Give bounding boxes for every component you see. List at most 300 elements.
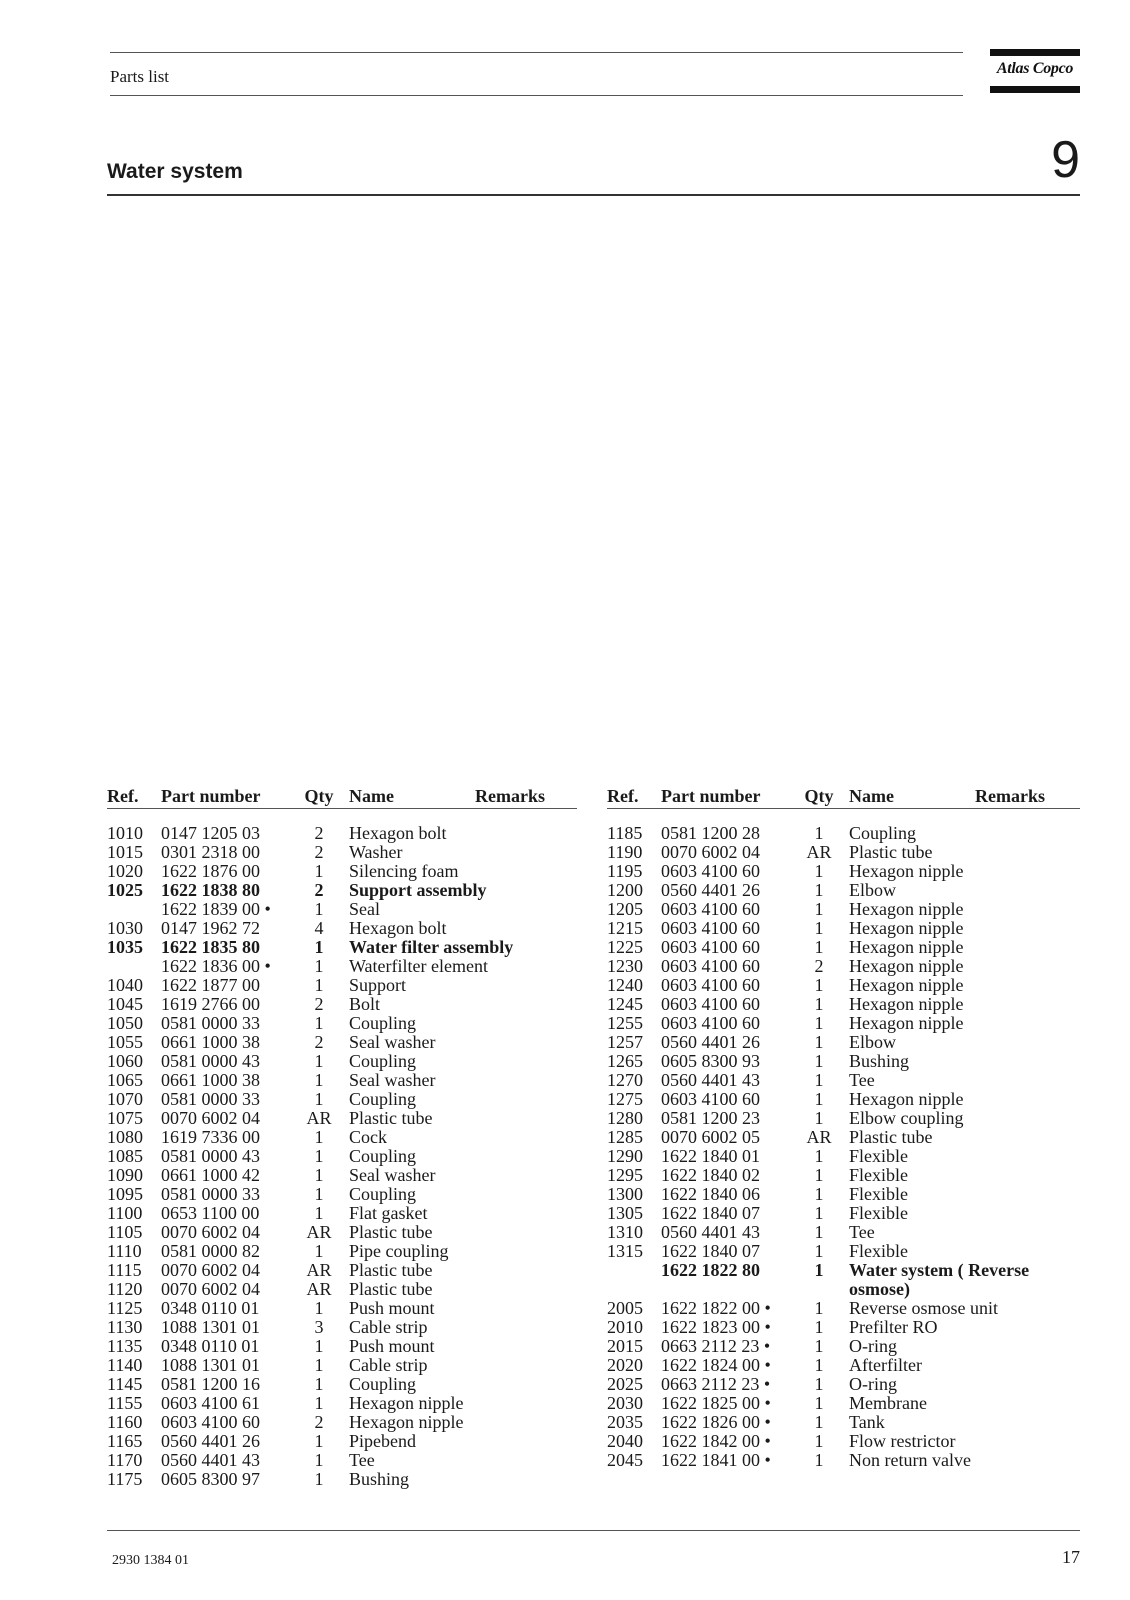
table-row: [607, 995, 1080, 1014]
cell-qty: AR: [306, 1279, 332, 1299]
cell-name: Hexagon nipple: [849, 861, 964, 881]
cell-name: Elbow: [849, 880, 896, 900]
cell-qty: 1: [814, 1412, 824, 1432]
cell-qty: 2: [314, 842, 324, 862]
cell-name: Hexagon nipple: [349, 1393, 464, 1413]
table-row: [607, 1147, 1080, 1166]
table-row: [607, 1318, 1080, 1337]
cell-name: Hexagon nipple: [849, 1089, 964, 1109]
table-row: [107, 919, 577, 938]
cell-part-number: 1088 1301 01: [161, 1355, 260, 1375]
cell-name: Elbow coupling: [849, 1108, 964, 1128]
cell-qty: 1: [814, 1260, 824, 1280]
cell-qty: 1: [814, 1374, 824, 1394]
cell-part-number: 0653 1100 00: [161, 1203, 260, 1223]
cell-part-number: 0603 4100 60: [661, 1013, 760, 1033]
table-row: [107, 1033, 577, 1052]
cell-ref: 1090: [107, 1165, 143, 1185]
col-name: Name: [849, 786, 894, 806]
table-row: [607, 1451, 1080, 1470]
cell-ref: 1080: [107, 1127, 143, 1147]
table-row: [607, 1413, 1080, 1432]
cell-ref: 1135: [107, 1336, 143, 1356]
table-body: [607, 824, 1080, 1470]
cell-name: O-ring: [849, 1374, 897, 1394]
cell-part-number: 0603 4100 60: [661, 956, 760, 976]
cell-part-number: 0560 4401 43: [161, 1450, 260, 1470]
cell-ref: 1190: [607, 842, 643, 862]
cell-qty: 2: [314, 1032, 324, 1052]
cell-ref: 1050: [107, 1013, 143, 1033]
cell-part-number: 0301 2318 00: [161, 842, 260, 862]
cell-ref: 1195: [607, 861, 643, 881]
table-row: [107, 1090, 577, 1109]
cell-part-number: 0605 8300 93: [661, 1051, 760, 1071]
cell-part-number: 1622 1840 02: [661, 1165, 760, 1185]
cell-ref: 2035: [607, 1412, 643, 1432]
cell-ref: 2015: [607, 1336, 643, 1356]
cell-ref: 1040: [107, 975, 143, 995]
cell-qty: 1: [314, 1393, 324, 1413]
table-row: [607, 1014, 1080, 1033]
cell-part-number: 0560 4401 43: [661, 1222, 760, 1242]
cell-qty: 1: [814, 1051, 824, 1071]
cell-qty: 1: [814, 994, 824, 1014]
cell-name: Cock: [349, 1127, 387, 1147]
cell-name: Plastic tube: [349, 1108, 433, 1128]
cell-qty: 1: [814, 1108, 824, 1128]
table-row: [607, 1375, 1080, 1394]
cell-qty: 1: [814, 1222, 824, 1242]
col-remarks: Remarks: [475, 786, 545, 806]
cell-part-number: 1622 1836 00 •: [161, 956, 271, 976]
cell-name: Water system ( Reverse: [849, 1260, 1030, 1280]
cell-name: Hexagon nipple: [849, 994, 964, 1014]
cell-name: Coupling: [349, 1089, 417, 1109]
cell-part-number: 0070 6002 04: [661, 842, 760, 862]
cell-name: Hexagon bolt: [349, 918, 447, 938]
table-row: [107, 1223, 577, 1242]
cell-ref: 1115: [107, 1260, 142, 1280]
cell-name: Elbow: [849, 1032, 896, 1052]
table-row: [107, 1356, 577, 1375]
cell-name: Pipebend: [349, 1431, 416, 1451]
table-row: [107, 1185, 577, 1204]
cell-name: Hexagon nipple: [849, 956, 964, 976]
page-title: Water system: [107, 160, 243, 183]
cell-ref: 2040: [607, 1431, 643, 1451]
cell-ref: 1315: [607, 1241, 643, 1261]
cell-qty: 2: [814, 956, 824, 976]
cell-qty: 1: [814, 918, 824, 938]
cell-part-number: 1619 2766 00: [161, 994, 260, 1014]
cell-part-number: 1088 1301 01: [161, 1317, 260, 1337]
cell-qty: 1: [314, 1241, 324, 1261]
cell-qty: 1: [814, 1070, 824, 1090]
cell-name: Hexagon nipple: [849, 975, 964, 995]
cell-ref: 1280: [607, 1108, 643, 1128]
cell-qty: 1: [814, 1089, 824, 1109]
cell-name: Flexible: [849, 1241, 908, 1261]
cell-ref: 1100: [107, 1203, 143, 1223]
cell-part-number: 0603 4100 60: [661, 975, 760, 995]
cell-part-number: 0603 4100 60: [661, 1089, 760, 1109]
cell-qty: 3: [314, 1317, 324, 1337]
cell-qty: 1: [314, 975, 324, 995]
cell-qty: 1: [314, 1184, 324, 1204]
table-row: [607, 900, 1080, 919]
cell-name: Prefilter RO: [849, 1317, 938, 1337]
cell-part-number: 0560 4401 26: [161, 1431, 260, 1451]
table-row: [107, 862, 577, 881]
cell-part-number: 0661 1000 38: [161, 1070, 260, 1090]
cell-name: Flexible: [849, 1184, 908, 1204]
cell-ref: 1257: [607, 1032, 643, 1052]
cell-part-number: 1622 1824 00 •: [661, 1355, 771, 1375]
cell-qty: 1: [314, 937, 324, 957]
cell-qty: 1: [814, 975, 824, 995]
cell-name: Waterfilter element: [349, 956, 488, 976]
cell-part-number: 0603 4100 60: [161, 1412, 260, 1432]
table-row: [607, 957, 1080, 976]
table-body: [107, 824, 577, 1489]
table-row: [607, 1090, 1080, 1109]
cell-part-number: 0348 0110 01: [161, 1298, 260, 1318]
cell-part-number: 0603 4100 60: [661, 861, 760, 881]
cell-part-number: 1622 1838 80: [161, 880, 260, 900]
table-row: [107, 881, 577, 900]
cell-part-number: 1622 1823 00 •: [661, 1317, 771, 1337]
col-part-number: Part number: [161, 786, 261, 806]
col-qty: Qty: [804, 786, 834, 806]
cell-qty: 1: [814, 1336, 824, 1356]
cell-qty: 1: [814, 1032, 824, 1052]
table-row: [107, 1071, 577, 1090]
cell-name: Pipe coupling: [349, 1241, 449, 1261]
cell-part-number: 0560 4401 26: [661, 880, 760, 900]
table-row: [607, 938, 1080, 957]
cell-part-number: 0663 2112 23 •: [661, 1336, 771, 1356]
cell-ref: 1060: [107, 1051, 143, 1071]
cell-ref: 1295: [607, 1165, 643, 1185]
table-row: [107, 1242, 577, 1261]
cell-qty: 1: [814, 1431, 824, 1451]
cell-name: Seal washer: [349, 1070, 436, 1090]
cell-part-number: 1622 1839 00 •: [161, 899, 271, 919]
cell-part-number: 0661 1000 42: [161, 1165, 260, 1185]
table-header: [107, 786, 577, 809]
cell-name: Cable strip: [349, 1317, 428, 1337]
cell-name: Seal washer: [349, 1032, 436, 1052]
cell-part-number: 0581 0000 33: [161, 1184, 260, 1204]
cell-qty: 1: [814, 1203, 824, 1223]
cell-qty: 2: [314, 880, 324, 900]
table-row: [607, 1071, 1080, 1090]
table-row: [107, 1299, 577, 1318]
cell-name: Flow restrictor: [849, 1431, 956, 1451]
title-rule: [107, 194, 1080, 196]
cell-ref: 1030: [107, 918, 143, 938]
table-row: [107, 1394, 577, 1413]
cell-part-number: 1622 1842 00 •: [661, 1431, 771, 1451]
cell-part-number: 0661 1000 38: [161, 1032, 260, 1052]
table-row: [607, 976, 1080, 995]
cell-name: Coupling: [849, 823, 917, 843]
cell-part-number: 0070 6002 04: [161, 1108, 260, 1128]
cell-name: Plastic tube: [349, 1279, 433, 1299]
cell-ref: 2030: [607, 1393, 643, 1413]
cell-name: Hexagon nipple: [849, 899, 964, 919]
cell-name: Tank: [849, 1412, 885, 1432]
cell-part-number: 1622 1877 00: [161, 975, 260, 995]
cell-qty: 1: [814, 1317, 824, 1337]
cell-ref: 1120: [107, 1279, 143, 1299]
cell-name: Support assembly: [349, 880, 487, 900]
cell-qty: AR: [306, 1108, 332, 1128]
cell-qty: 1: [814, 1013, 824, 1033]
cell-ref: 1145: [107, 1374, 143, 1394]
cell-name: Seal washer: [349, 1165, 436, 1185]
cell-name: Hexagon nipple: [849, 937, 964, 957]
cell-qty: 1: [814, 823, 824, 843]
cell-qty: 1: [314, 1070, 324, 1090]
table-row: [107, 1318, 577, 1337]
cell-qty: 4: [314, 918, 324, 938]
cell-name: Coupling: [349, 1146, 417, 1166]
cell-ref: 1305: [607, 1203, 643, 1223]
table-row: [607, 1033, 1080, 1052]
cell-part-number: 0581 1200 16: [161, 1374, 260, 1394]
cell-qty: 1: [314, 1165, 324, 1185]
cell-ref: 1165: [107, 1431, 143, 1451]
cell-part-number: 1622 1840 07: [661, 1203, 760, 1223]
cell-part-number: 1622 1822 80: [661, 1260, 760, 1280]
table-row: [607, 1394, 1080, 1413]
cell-qty: 1: [814, 1241, 824, 1261]
table-row: [107, 1109, 577, 1128]
cell-part-number: 1622 1840 07: [661, 1241, 760, 1261]
table-row: [107, 1413, 577, 1432]
cell-ref: 1160: [107, 1412, 143, 1432]
table-row: [107, 1147, 577, 1166]
cell-part-number: 0147 1962 72: [161, 918, 260, 938]
cell-qty: 1: [314, 956, 324, 976]
cell-qty: 1: [314, 1146, 324, 1166]
cell-qty: 1: [314, 1051, 324, 1071]
cell-qty: 1: [314, 1431, 324, 1451]
cell-ref: 1125: [107, 1298, 143, 1318]
cell-qty: 1: [314, 861, 324, 881]
cell-name: Tee: [349, 1450, 375, 1470]
cell-part-number: 0348 0110 01: [161, 1336, 260, 1356]
cell-qty: 2: [314, 823, 324, 843]
brand-logo: [990, 49, 1080, 93]
cell-name: O-ring: [849, 1336, 897, 1356]
cell-part-number: 0070 6002 04: [161, 1279, 260, 1299]
footer-rule: [107, 1530, 1080, 1531]
cell-name: Bolt: [349, 994, 381, 1014]
logo-top-bar: [990, 49, 1080, 56]
cell-qty: 1: [314, 1298, 324, 1318]
cell-ref: 1265: [607, 1051, 643, 1071]
table-row: [607, 1166, 1080, 1185]
cell-qty: 1: [814, 1184, 824, 1204]
col-ref: Ref.: [607, 786, 639, 806]
cell-ref: 1025: [107, 880, 143, 900]
cell-part-number: 0605 8300 97: [161, 1469, 260, 1489]
col-ref: Ref.: [107, 786, 139, 806]
table-row: [607, 1204, 1080, 1223]
cell-name: Hexagon nipple: [849, 918, 964, 938]
cell-ref: 1200: [607, 880, 643, 900]
cell-ref: 1085: [107, 1146, 143, 1166]
col-part-number: Part number: [661, 786, 761, 806]
cell-part-number: 0603 4100 60: [661, 918, 760, 938]
table-row: [107, 1470, 577, 1489]
cell-name: Plastic tube: [349, 1222, 433, 1242]
cell-name: Plastic tube: [349, 1260, 433, 1280]
cell-qty: 1: [314, 1374, 324, 1394]
cell-ref: 1270: [607, 1070, 643, 1090]
cell-ref: 1310: [607, 1222, 643, 1242]
table-row: [107, 824, 577, 843]
cell-part-number: 0581 1200 28: [661, 823, 760, 843]
table-row: [607, 1052, 1080, 1071]
cell-name: Flat gasket: [349, 1203, 428, 1223]
header-section-label: Parts list: [110, 67, 170, 86]
table-row: [607, 1242, 1080, 1261]
col-qty: Qty: [304, 786, 334, 806]
table-row: [607, 1299, 1080, 1318]
cell-part-number: 0581 0000 43: [161, 1146, 260, 1166]
parts-table-right: [607, 786, 1080, 1470]
cell-qty: 1: [814, 861, 824, 881]
cell-part-number: 0581 1200 23: [661, 1108, 760, 1128]
cell-name: Tee: [849, 1222, 875, 1242]
cell-name: Tee: [849, 1070, 875, 1090]
cell-qty: 1: [814, 1298, 824, 1318]
cell-ref: 1205: [607, 899, 643, 919]
table-row: [607, 862, 1080, 881]
table-row: [107, 976, 577, 995]
table-row: [607, 1261, 1080, 1280]
cell-ref: 1245: [607, 994, 643, 1014]
cell-qty: 1: [314, 1089, 324, 1109]
cell-ref: 2020: [607, 1355, 643, 1375]
cell-name: Flexible: [849, 1165, 908, 1185]
cell-qty: 1: [814, 1146, 824, 1166]
cell-name: Non return valve: [849, 1450, 971, 1470]
col-remarks: Remarks: [975, 786, 1045, 806]
table-row: [607, 1280, 1080, 1299]
table-row: [607, 824, 1080, 843]
cell-qty: AR: [806, 842, 832, 862]
cell-ref: 1130: [107, 1317, 143, 1337]
cell-qty: 1: [814, 1165, 824, 1185]
cell-ref: 1035: [107, 937, 143, 957]
table-row: [107, 1052, 577, 1071]
cell-part-number: 1622 1835 80: [161, 937, 260, 957]
chapter-number: 9: [1051, 131, 1080, 189]
cell-name: Seal: [349, 899, 380, 919]
cell-ref: 2005: [607, 1298, 643, 1318]
header-bottom-rule: [110, 95, 963, 96]
cell-qty: 1: [814, 880, 824, 900]
cell-name: Push mount: [349, 1298, 435, 1318]
cell-part-number: 0147 1205 03: [161, 823, 260, 843]
parts-table-left: [107, 786, 577, 1489]
cell-name: Coupling: [349, 1374, 417, 1394]
cell-ref: 1020: [107, 861, 143, 881]
cell-qty: 1: [314, 1469, 324, 1489]
cell-ref: 2010: [607, 1317, 643, 1337]
cell-ref: 1045: [107, 994, 143, 1014]
cell-name: Water filter assembly: [349, 937, 514, 957]
cell-qty: 1: [814, 1355, 824, 1375]
cell-name: Hexagon nipple: [849, 1013, 964, 1033]
cell-ref: 1070: [107, 1089, 143, 1109]
cell-part-number: 1622 1841 00 •: [661, 1450, 771, 1470]
logo-wordmark: Atlas Copco: [996, 60, 1074, 77]
cell-qty: AR: [306, 1260, 332, 1280]
cell-name: Push mount: [349, 1336, 435, 1356]
cell-part-number: 1622 1826 00 •: [661, 1412, 771, 1432]
cell-qty: 1: [314, 1013, 324, 1033]
table-row: [607, 1337, 1080, 1356]
cell-ref: 2025: [607, 1374, 643, 1394]
cell-ref: 1075: [107, 1108, 143, 1128]
table-row: [107, 1432, 577, 1451]
table-row: [607, 843, 1080, 862]
cell-ref: 2045: [607, 1450, 643, 1470]
cell-part-number: 0560 4401 43: [661, 1070, 760, 1090]
cell-ref: 1095: [107, 1184, 143, 1204]
table-row: [107, 1204, 577, 1223]
cell-ref: 1155: [107, 1393, 143, 1413]
table-row: [107, 1451, 577, 1470]
table-row: [107, 995, 577, 1014]
cell-name: Reverse osmose unit: [849, 1298, 998, 1318]
cell-ref: 1230: [607, 956, 643, 976]
cell-qty: AR: [306, 1222, 332, 1242]
table-header: [607, 786, 1080, 809]
cell-ref: 1215: [607, 918, 643, 938]
table-row: [107, 1261, 577, 1280]
cell-ref: 1110: [107, 1241, 142, 1261]
table-row: [607, 1432, 1080, 1451]
col-name: Name: [349, 786, 394, 806]
cell-part-number: 1622 1822 00 •: [661, 1298, 771, 1318]
cell-part-number: 1622 1825 00 •: [661, 1393, 771, 1413]
cell-ref: 1170: [107, 1450, 143, 1470]
table-row: [107, 1014, 577, 1033]
cell-qty: 1: [814, 1393, 824, 1413]
cell-name: Plastic tube: [849, 1127, 933, 1147]
cell-part-number: 0070 6002 04: [161, 1222, 260, 1242]
cell-qty: 2: [314, 1412, 324, 1432]
table-row: [107, 1337, 577, 1356]
cell-ref: 1285: [607, 1127, 643, 1147]
table-row: [107, 938, 577, 957]
table-row: [607, 919, 1080, 938]
cell-name: Washer: [349, 842, 403, 862]
cell-name: Coupling: [349, 1051, 417, 1071]
cell-ref: 1240: [607, 975, 643, 995]
cell-ref: 1300: [607, 1184, 643, 1204]
cell-name: Membrane: [849, 1393, 927, 1413]
cell-ref: 1175: [107, 1469, 143, 1489]
cell-qty: 1: [314, 1355, 324, 1375]
